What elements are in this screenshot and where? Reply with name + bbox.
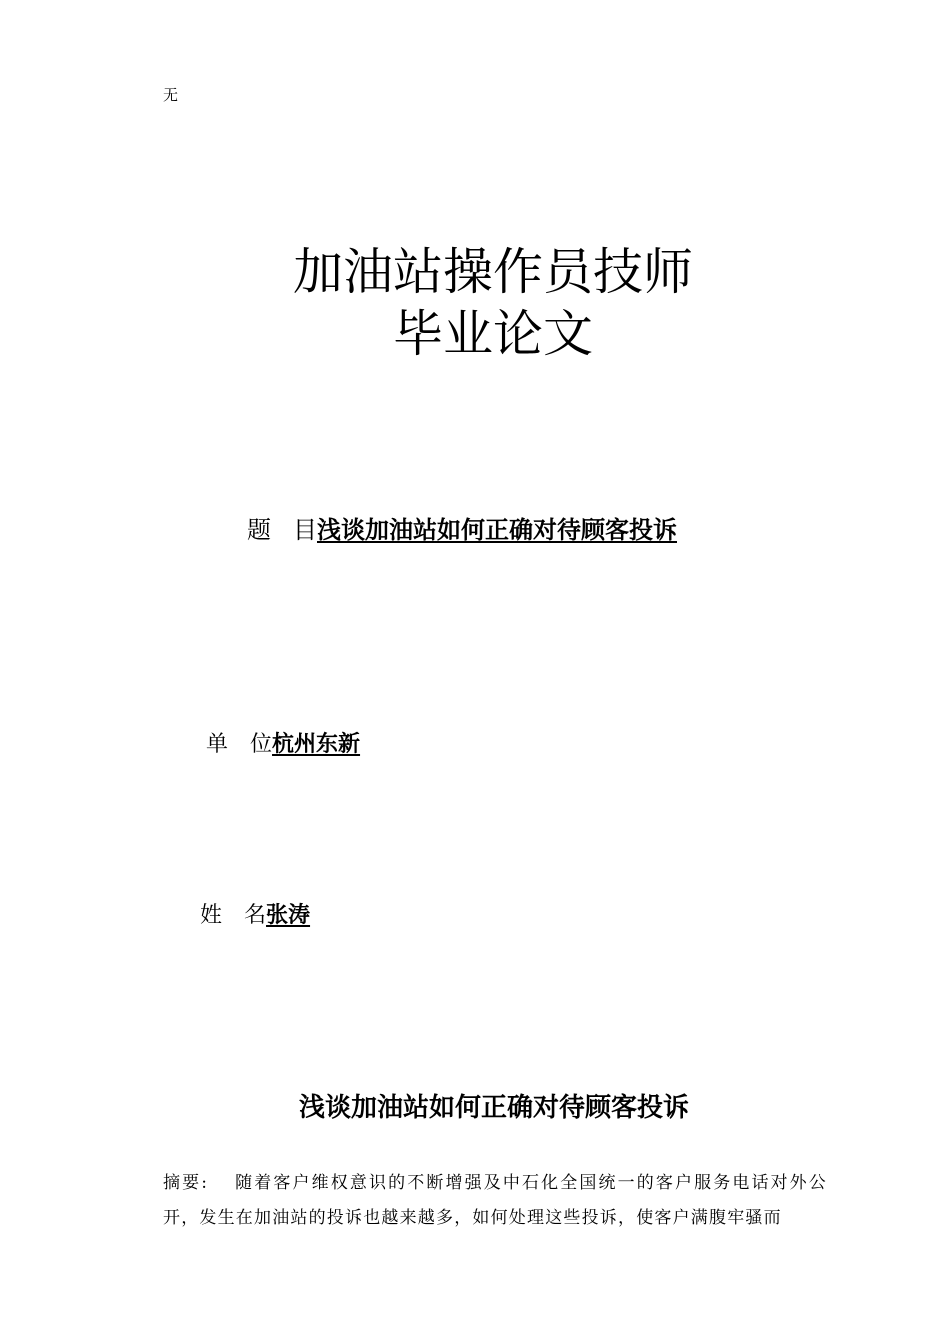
abstract-label: 摘要: — [163, 1173, 209, 1193]
topic-label — [247, 516, 317, 544]
unit-label — [206, 732, 272, 757]
header-mark: 无 — [163, 86, 179, 104]
name-label — [200, 903, 266, 928]
abstract-paragraph — [163, 1166, 827, 1236]
name-label-part2: 名 — [244, 903, 267, 928]
unit-label-part1: 单 — [206, 732, 229, 757]
name-label-part1: 姓 — [200, 903, 223, 928]
unit-label-part2: 位 — [250, 732, 273, 757]
unit-field — [206, 727, 360, 758]
name-field — [200, 898, 310, 929]
thesis-title-line2: 毕业论文 — [393, 305, 593, 363]
paper-title: 浅谈加油站如何正确对待顾客投诉 — [298, 1093, 689, 1123]
topic-field — [247, 510, 677, 545]
topic-label-part2: 目 — [293, 516, 317, 544]
topic-value: 浅谈加油站如何正确对待顾客投诉 — [317, 516, 677, 544]
unit-value: 杭州东新 — [272, 732, 361, 757]
topic-label-part1: 题 — [247, 516, 271, 544]
abstract-text: 随着客户维权意识的不断增强及中石化全国统一的客户服务电话对外公开，发生在加油站的投诉也越来越多，如何处理这些投诉，使客户满腹牢骚而 — [163, 1173, 828, 1228]
thesis-title-line1: 加油站操作员技师 — [293, 243, 693, 301]
name-value: 张涛 — [266, 903, 311, 928]
